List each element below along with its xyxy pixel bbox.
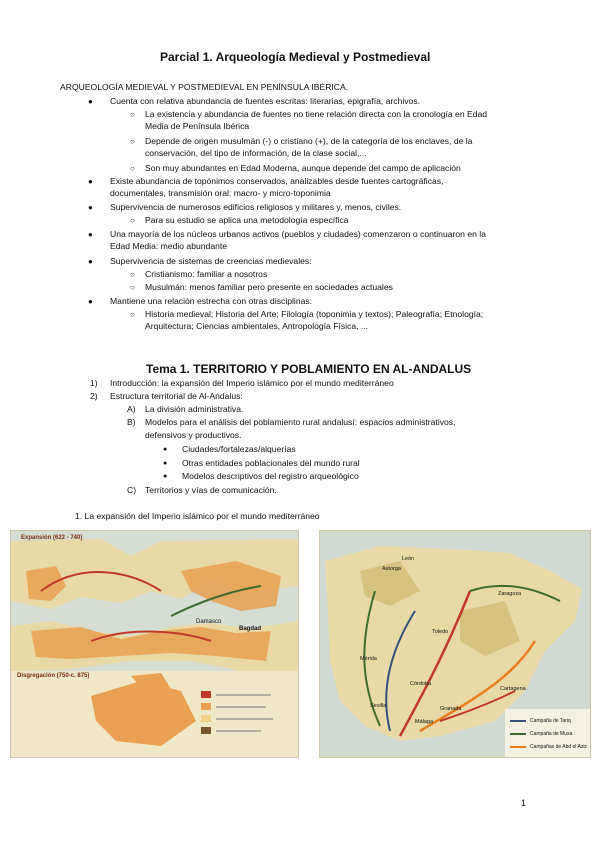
outline-item: Estructura territorial de Al-Andalus:: [110, 391, 243, 401]
page-number: 1: [521, 798, 527, 808]
outline-item: Ciudades/fortalezas/alquerías: [182, 444, 296, 454]
outline-item: Territorios y vías de comunicación.: [145, 485, 277, 495]
outline-item: La división administrativa.: [145, 404, 244, 414]
map-place-label: Mérida: [360, 656, 377, 662]
map-place-label: Zaragoza: [498, 591, 522, 597]
iberia-conquest-map: [319, 530, 591, 758]
map-place-label: Málaga: [415, 719, 434, 725]
bullet-icon: ●: [88, 177, 93, 186]
list-item: Supervivencia de numerosos edificios religiosos y militares y, menos, civiles.: [110, 202, 402, 212]
bullet-icon: ●: [88, 257, 93, 266]
list-item: Edad Media: medio abundante: [110, 241, 228, 251]
list-item: Media de Península Ibérica: [145, 121, 250, 131]
map-place-label: Córdoba: [410, 681, 432, 687]
list-item: Historia medieval; Historia del Arte; Filología (toponimia y textos); Paleografía; Etnología;: [145, 309, 484, 319]
outline-item: Otras entidades poblacionales del mundo rural: [182, 458, 360, 468]
list-item: Depende de origen musulmán (-) o cristiano (+), de la categoría de los enclaves, de la: [145, 136, 473, 146]
map-city-label: Bagdad: [239, 626, 262, 632]
map-label-disgregacion: Disgregación (750-c. 875): [17, 673, 90, 679]
map-legend-item: Campaña de Musa: [530, 731, 573, 737]
list-item: Supervivencia de sistemas de creencias medievales:: [110, 256, 312, 266]
list-item: Son muy abundantes en Edad Moderna, aunque depende del campo de aplicación: [145, 163, 461, 173]
circle-bullet-icon: ○: [130, 164, 135, 173]
outline-marker: A): [127, 404, 136, 414]
list-item: Para su estudio se aplica una metodología específica: [145, 215, 349, 225]
circle-bullet-icon: ○: [130, 283, 135, 292]
outline-marker: B): [127, 417, 136, 427]
map-place-label: Astorga: [382, 566, 401, 572]
map-place-label: Toledo: [432, 629, 449, 635]
list-item: Mantiene una relación estrecha con otras disciplinas:: [110, 296, 313, 306]
map-legend-item: Campañas de Abd el Aziz: [530, 744, 587, 750]
list-item: La existencia y abundancia de fuentes no tiene relación directa con la cronología en Edad: [145, 109, 488, 119]
list-item: Cristianismo: familiar a nosotros: [145, 269, 268, 279]
map-label-expansion: Expansión (622 - 740): [21, 535, 83, 541]
bullet-icon: ●: [88, 297, 93, 306]
bullet-icon: ●: [88, 230, 93, 239]
map-place-label: Cartagena: [500, 686, 526, 692]
map-place-label: León: [402, 556, 415, 562]
empire-map-graphic: [11, 531, 298, 757]
outline-item: Modelos para el análisis del poblamiento rural andalusí: espacios administrativos,: [145, 417, 456, 427]
subsection-heading: 1. La expansión del Imperio islámico por el mundo mediterráneo: [75, 511, 320, 521]
outline-marker: ●: [163, 473, 168, 480]
outline-marker: 2): [90, 391, 98, 401]
tema-title: Tema 1. TERRITORIO Y POBLAMIENTO EN AL-ANDALUS: [146, 362, 472, 376]
outline-marker: ●: [163, 460, 168, 467]
circle-bullet-icon: ○: [130, 110, 135, 119]
outline-item: Modelos descriptivos del registro arqueológico: [182, 471, 359, 481]
list-item: Musulmán: menos familiar pero presente en sociedades actuales: [145, 282, 393, 292]
circle-bullet-icon: ○: [130, 270, 135, 279]
list-item: Cuenta con relativa abundancia de fuentes escritas: literarias, epigrafía, archivos.: [110, 96, 421, 106]
list-item: Existe abundancia de topónimos conservados, analizables desde fuentes cartográficas,: [110, 176, 444, 186]
outline-marker: 1): [90, 378, 98, 388]
islamic-empire-map: [10, 530, 299, 758]
bullet-icon: ●: [88, 203, 93, 212]
map-legend-item: Campaña de Tariq: [530, 718, 571, 724]
circle-bullet-icon: ○: [130, 310, 135, 319]
list-item: conservación, del tipo de información, de la clase social,...: [145, 148, 367, 158]
page-title: Parcial 1. Arqueología Medieval y Postmedieval: [160, 50, 431, 64]
bullet-icon: ●: [88, 97, 93, 106]
outline-marker: C): [127, 485, 137, 495]
outline-item: defensivos y productivos.: [145, 430, 242, 440]
outline-item: Introducción: la expansión del Imperio islámico por el mundo mediterráneo: [110, 378, 394, 388]
circle-bullet-icon: ○: [130, 137, 135, 146]
circle-bullet-icon: ○: [130, 216, 135, 225]
outline-marker: ●: [163, 446, 168, 453]
map-place-label: Granada: [440, 706, 462, 712]
map-place-label: Sevilla: [370, 703, 387, 709]
list-item: Arquitectura; Ciencias ambientales, Antropología Física, ...: [145, 321, 369, 331]
list-item: documentales, transmisión oral: macro- y micro-toponimia: [110, 188, 331, 198]
list-item: Una mayoría de los núcleos urbanos activos (pueblos y ciudades) comenzaron o continuaron en la: [110, 229, 486, 239]
section-heading: ARQUEOLOGÍA MEDIEVAL Y POSTMEDIEVAL EN PENÍNSULA IBÉRICA.: [60, 82, 349, 92]
map-city-label: Damasco: [196, 619, 222, 625]
